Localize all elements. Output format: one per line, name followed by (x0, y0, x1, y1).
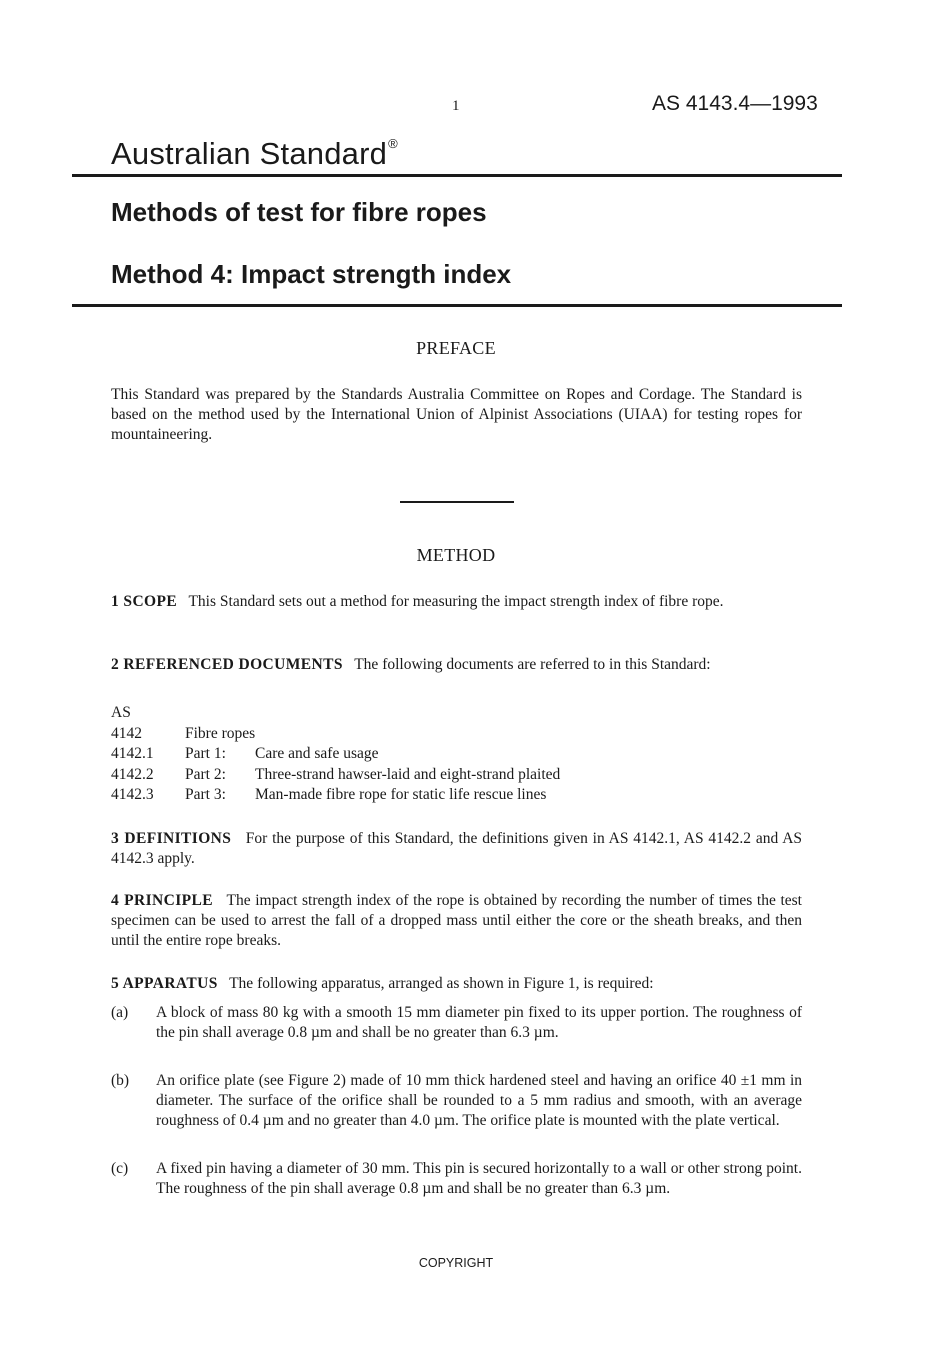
apparatus-item (111, 1159, 802, 1199)
standard-code: AS 4143.4—1993 (652, 92, 818, 115)
document-part: Part 1: (185, 745, 226, 763)
referenced-clause (111, 655, 802, 675)
docs-prefix-row (111, 703, 560, 724)
principle-clause (111, 891, 802, 951)
standard-brand (111, 136, 398, 172)
principle-text: The impact strength index of the rope is obtained by recording the number of times the test specimen can be used to arrest the fall of a dropped mass until either the core or the sheath breaks, and then until the entire rope breaks. (111, 892, 802, 949)
apparatus-text: The following apparatus, arranged as shown in Figure 1, is required: (229, 975, 654, 992)
bottom-rule (72, 304, 842, 307)
referenced-label: 2 REFERENCED DOCUMENTS (111, 656, 343, 673)
item-text: A block of mass 80 kg with a smooth 15 mm diameter pin fixed to its upper portion. The roughness of the pin shall average 0.8 µm and shall be no greater than 6.3 µm. (156, 1004, 802, 1041)
scope-clause (111, 592, 802, 612)
document-part: Part 2: (185, 765, 226, 783)
principle-label: 4 PRINCIPLE (111, 892, 214, 909)
document-row (111, 724, 560, 745)
definitions-clause (111, 829, 802, 869)
document-number: 4142.2 (111, 765, 154, 783)
document-number: 4142.1 (111, 745, 154, 763)
referenced-documents-list (111, 703, 560, 806)
referenced-text: The following documents are referred to in this Standard: (354, 656, 711, 673)
copyright-notice: COPYRIGHT (418, 1256, 494, 1270)
section-divider (400, 501, 514, 503)
method-heading: METHOD (416, 545, 496, 565)
document-part: Fibre ropes (185, 724, 256, 742)
apparatus-clause (111, 974, 802, 994)
document-title: Three-strand hawser-laid and eight-strand plaited (255, 765, 561, 783)
registered-mark: ® (388, 136, 398, 151)
page-number: 1 (452, 98, 460, 114)
item-text: A fixed pin having a diameter of 30 mm. This pin is secured horizontally to a wall or other strong point. The roughness of the pin shall average 0.8 µm and shall be no greater than 6.3 µm. (156, 1160, 802, 1197)
document-number: 4142 (111, 724, 142, 742)
document-row (111, 765, 560, 786)
preface-text: This Standard was prepared by the Standards Australia Committee on Ropes and Cordage. The Standard is based on the method used by the International Union of Alpinist Associations (UIAA) for testing ropes for mountaineering. (111, 386, 802, 443)
preface-heading: PREFACE (416, 338, 496, 358)
document-subtitle: Method 4: Impact strength index (111, 259, 512, 289)
document-row (111, 744, 560, 765)
top-rule (72, 174, 842, 177)
scope-label: 1 SCOPE (111, 593, 178, 610)
definitions-label: 3 DEFINITIONS (111, 830, 232, 847)
apparatus-item (111, 1071, 802, 1131)
definitions-text: For the purpose of this Standard, the definitions given in AS 4142.1, AS 4142.2 and AS 4142.3 apply. (111, 830, 803, 867)
item-label: (b) (111, 1072, 130, 1089)
docs-prefix: AS (111, 704, 131, 721)
item-text: An orifice plate (see Figure 2) made of 10 mm thick hardened steel and having an orifice 40 ±1 mm in diameter. The surface of the orifice shall be rounded to a 5 mm radius and smooth, with an average roughness of 0.4 µm and no greater than 4.0 µm. The orifice plate is mounted with the plate vertical. (156, 1072, 802, 1129)
scope-text: This Standard sets out a method for measuring the impact strength index of fibre rope. (188, 593, 724, 610)
document-number: 4142.3 (111, 786, 154, 804)
document-part: Part 3: (185, 786, 226, 804)
brand-text: Australian Standard (111, 136, 388, 171)
apparatus-item (111, 1003, 802, 1043)
document-title: Care and safe usage (255, 745, 379, 763)
document-row (111, 785, 560, 806)
document-title: Methods of test for fibre ropes (111, 197, 487, 227)
apparatus-label: 5 APPARATUS (111, 975, 218, 992)
item-label: (a) (111, 1004, 129, 1021)
document-title: Man-made fibre rope for static life rescue lines (255, 786, 547, 804)
item-label: (c) (111, 1160, 129, 1177)
